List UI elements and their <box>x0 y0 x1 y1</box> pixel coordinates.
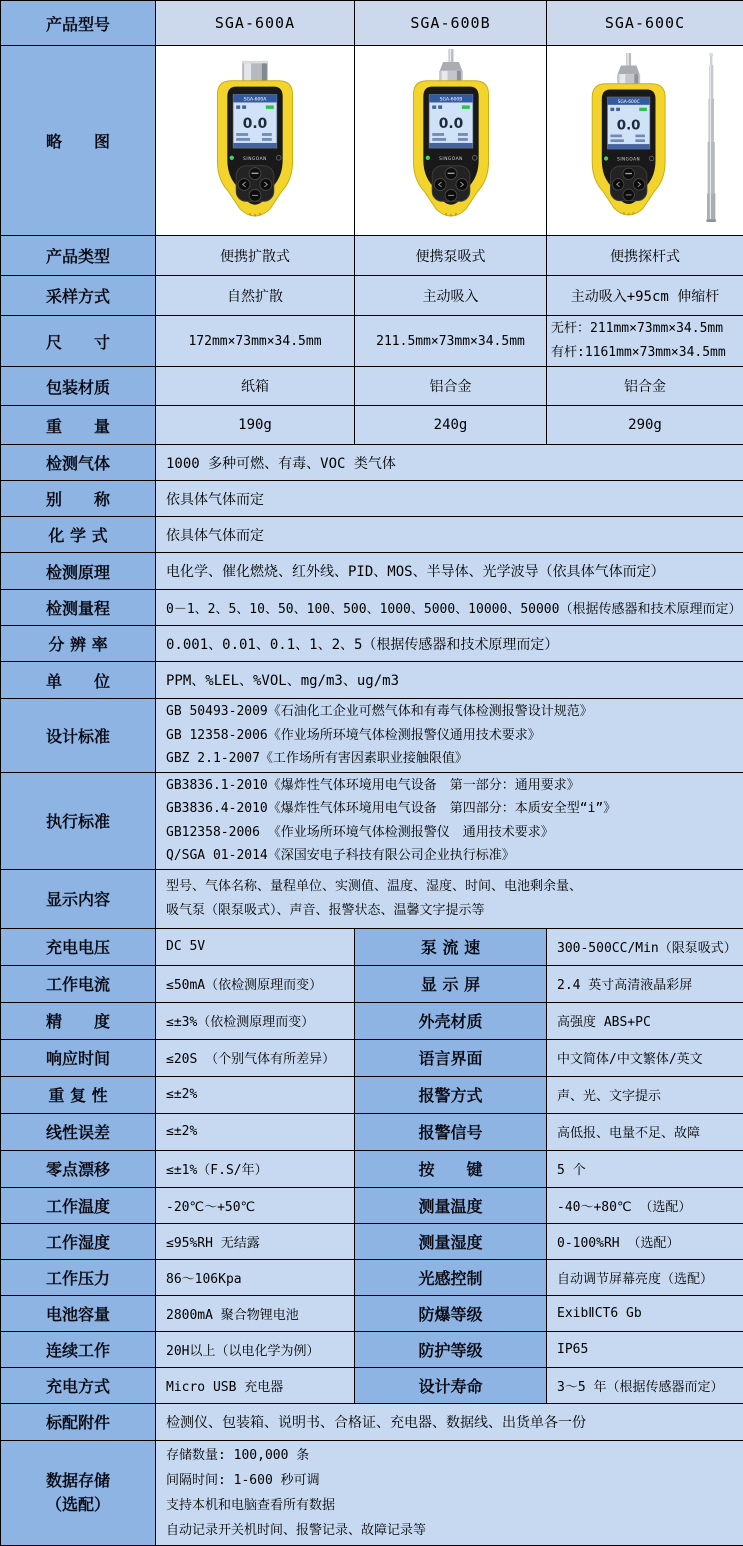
value-dimensions-c <box>547 316 743 367</box>
data-storage-label-line2: （选配） <box>1 1493 155 1517</box>
button-pad <box>432 165 470 201</box>
value-sampling-b: 主动吸入 <box>355 276 547 316</box>
value-working-temperature: -20℃～+50℃ <box>156 1187 355 1223</box>
product-model-label: 产品型号 <box>1 1 156 46</box>
label-detection-range: 检测量程 <box>1 590 156 626</box>
value-continuous-working: 20H以上（以电化学为例） <box>156 1331 355 1367</box>
label-weight: 重 量 <box>1 406 156 445</box>
label-alarm-signal: 报警信号 <box>355 1113 547 1150</box>
label-standard-accessories: 标配附件 <box>1 1403 156 1440</box>
table-row <box>1 590 743 626</box>
value-detected-gas: 1000 多种可燃、有毒、VOC 类气体 <box>156 445 743 481</box>
label-buttons: 按 键 <box>355 1150 547 1187</box>
value-design-standard <box>156 699 743 773</box>
table-row <box>1 1076 743 1113</box>
product-photo-sga-600c <box>547 46 743 236</box>
value-accuracy: ≤±3%（依检测原理而变） <box>156 1002 355 1039</box>
battery-icon <box>461 105 469 108</box>
button-pad <box>236 165 274 201</box>
label-measuring-humidity: 测量湿度 <box>355 1223 547 1259</box>
value-alias: 依具体气体而定 <box>156 481 743 517</box>
label-charging-voltage: 充电电压 <box>1 928 156 965</box>
telescopic-rod-icon <box>706 53 716 222</box>
display-content-line: 型号、气体名称、量程单位、实测值、温度、湿度、时间、电池剩余量、 <box>166 875 733 899</box>
table-row <box>1 1039 743 1076</box>
value-standard-accessories: 检测仪、包装箱、说明书、合格证、充电器、数据线、出货单各一份 <box>156 1403 743 1440</box>
device-screen <box>608 97 650 149</box>
sketch-row <box>1 46 743 236</box>
button-pad <box>610 166 646 201</box>
value-light-control: 自动调节屏幕亮度（选配） <box>547 1259 743 1295</box>
label-display-content: 显示内容 <box>1 869 156 928</box>
execution-standard-line: GB3836.1-2010《爆炸性气体环境用电气设备 第一部分：通用要求》 <box>166 774 733 798</box>
value-display-content <box>156 869 743 928</box>
status-led <box>230 155 234 159</box>
value-dimensions-a: 172mm×73mm×34.5mm <box>156 316 355 367</box>
value-charging-voltage: DC 5V <box>156 928 355 965</box>
label-charging-method: 充电方式 <box>1 1367 156 1403</box>
value-design-life: 3～5 年（根据传感器而定） <box>547 1367 743 1403</box>
value-detection-principle: 电化学、催化燃烧、红外线、PID、MOS、半导体、光学波导（依具体气体而定） <box>156 553 743 590</box>
value-working-humidity: ≤95%RH 无结露 <box>156 1223 355 1259</box>
table-row <box>1 553 743 590</box>
label-shell-material: 外壳材质 <box>355 1002 547 1039</box>
value-execution-standard <box>156 772 743 869</box>
table-row <box>1 1403 743 1440</box>
value-packaging-b: 铝合金 <box>355 367 547 406</box>
value-linearity-error: ≤±2% <box>156 1113 355 1150</box>
label-explosion-proof-grade: 防爆等级 <box>355 1295 547 1331</box>
label-light-control: 光感控制 <box>355 1259 547 1295</box>
value-battery-capacity: 2800mA 聚合物锂电池 <box>156 1295 355 1331</box>
value-alarm-signal: 高低报、电量不足、故障 <box>547 1113 743 1150</box>
value-buttons: 5 个 <box>547 1150 743 1187</box>
table-row <box>1 1440 743 1545</box>
label-repeatability: 重 复 性 <box>1 1076 156 1113</box>
value-packaging-c: 铝合金 <box>547 367 743 406</box>
label-response-time: 响应时间 <box>1 1039 156 1076</box>
table-row <box>1 869 743 928</box>
label-sampling-method: 采样方式 <box>1 276 156 316</box>
status-led <box>604 156 608 160</box>
label-data-storage <box>1 1440 156 1545</box>
value-response-time: ≤20S （个别气体有所差异） <box>156 1039 355 1076</box>
table-row <box>1 517 743 553</box>
execution-standard-line: GB12358-2006 《作业场所环境气体检测报警仪 通用技术要求》 <box>166 821 733 845</box>
svg-text:SGA-600A: SGA-600A <box>244 96 268 102</box>
dimensions-c-line2: 有杆:1161mm×73mm×34.5mm <box>551 341 739 365</box>
device-b-illustration <box>367 49 535 233</box>
label-battery-capacity: 电池容量 <box>1 1295 156 1331</box>
label-alarm-mode: 报警方式 <box>355 1076 547 1113</box>
pump-probe-icon <box>439 49 463 83</box>
design-standard-line: GB 12358-2006《作业场所环境气体检测报警仪通用技术要求》 <box>166 724 733 748</box>
pump-probe-icon <box>617 53 640 86</box>
svg-text:SINGOAN: SINGOAN <box>243 155 267 161</box>
table-row <box>1 965 743 1002</box>
label-unit: 单 位 <box>1 662 156 699</box>
value-alarm-mode: 声、光、文字提示 <box>547 1076 743 1113</box>
device-a-illustration <box>171 49 339 233</box>
label-design-life: 设计寿命 <box>355 1367 547 1403</box>
value-detection-range: 0－1、2、5、10、50、100、500、1000、5000、10000、50000（根据传感器和技术原理而定） <box>156 590 743 626</box>
header-row <box>1 1 743 46</box>
table-row <box>1 772 743 869</box>
value-explosion-proof-grade: ExibⅡCT6 Gb <box>547 1295 743 1331</box>
execution-standard-line: Q/SGA 01-2014《深国安电子科技有限公司企业执行标准》 <box>166 844 733 868</box>
label-detection-principle: 检测原理 <box>1 553 156 590</box>
label-pump-flow: 泵 流 速 <box>355 928 547 965</box>
svg-text:SINGOAN: SINGOAN <box>617 156 640 161</box>
product-photo-sga-600a <box>156 46 355 236</box>
label-linearity-error: 线性误差 <box>1 1113 156 1150</box>
value-pump-flow: 300-500CC/Min（限泵吸式） <box>547 928 743 965</box>
status-led <box>425 155 429 159</box>
value-packaging-a: 纸箱 <box>156 367 355 406</box>
table-row <box>1 1295 743 1331</box>
table-row <box>1 276 743 316</box>
value-zero-drift: ≤±1%（F.S/年） <box>156 1150 355 1187</box>
value-language-interface: 中文简体/中文繁体/英文 <box>547 1039 743 1076</box>
label-design-standard: 设计标准 <box>1 699 156 773</box>
table-row <box>1 367 743 406</box>
value-repeatability: ≤±2% <box>156 1076 355 1113</box>
sketch-label: 略 图 <box>1 46 156 236</box>
svg-text:0.0: 0.0 <box>438 116 463 132</box>
value-measuring-temperature: -40～+80℃ （选配） <box>547 1187 743 1223</box>
svg-text:SGA-600B: SGA-600B <box>439 96 462 102</box>
label-dimensions: 尺 寸 <box>1 316 156 367</box>
value-weight-b: 240g <box>355 406 547 445</box>
model-header-sga-600c: SGA-600C <box>547 1 743 46</box>
dimensions-c-line1: 无杆：211mm×73mm×34.5mm <box>551 317 739 341</box>
value-product-type-c: 便携探杆式 <box>547 236 743 276</box>
table-row <box>1 1223 743 1259</box>
design-standard-line: GB 50493-2009《石油化工企业可燃气体和有毒气体检测报警设计规范》 <box>166 700 733 724</box>
data-storage-line: 存储数量: 100,000 条 <box>166 1443 733 1468</box>
table-row <box>1 1259 743 1295</box>
svg-text:SGA-600C: SGA-600C <box>618 98 640 104</box>
table-row <box>1 1367 743 1403</box>
table-row <box>1 406 743 445</box>
value-working-current: ≤50mA（依检测原理而变） <box>156 965 355 1002</box>
data-storage-line: 间隔时间: 1-600 秒可调 <box>166 1468 733 1493</box>
product-photo-sga-600b <box>355 46 547 236</box>
table-row <box>1 445 743 481</box>
table-row <box>1 928 743 965</box>
svg-text:SINGOAN: SINGOAN <box>439 155 463 161</box>
battery-icon <box>639 107 647 110</box>
value-weight-a: 190g <box>156 406 355 445</box>
label-working-humidity: 工作湿度 <box>1 1223 156 1259</box>
label-chemical-formula: 化 学 式 <box>1 517 156 553</box>
value-display-screen: 2.4 英寸高清液晶彩屏 <box>547 965 743 1002</box>
device-screen <box>429 94 472 147</box>
model-header-sga-600b: SGA-600B <box>355 1 547 46</box>
label-detected-gas: 检测气体 <box>1 445 156 481</box>
label-resolution: 分 辨 率 <box>1 626 156 662</box>
data-storage-label-line1: 数据存储 <box>1 1469 155 1493</box>
data-storage-line: 支持本机和电脑查看所有数据 <box>166 1493 733 1518</box>
label-packaging-material: 包装材质 <box>1 367 156 406</box>
label-working-pressure: 工作压力 <box>1 1259 156 1295</box>
svg-text:0.0: 0.0 <box>243 116 268 132</box>
value-shell-material: 高强度 ABS+PC <box>547 1002 743 1039</box>
device-screen <box>233 94 276 147</box>
display-content-line: 吸气泵（限泵吸式）、声音、报警状态、温馨文字提示等 <box>166 899 733 923</box>
label-product-type: 产品类型 <box>1 236 156 276</box>
battery-icon <box>266 105 274 108</box>
label-working-current: 工作电流 <box>1 965 156 1002</box>
model-header-sga-600a: SGA-600A <box>156 1 355 46</box>
table-row <box>1 1113 743 1150</box>
table-row <box>1 662 743 699</box>
label-accuracy: 精 度 <box>1 1002 156 1039</box>
value-product-type-a: 便携扩散式 <box>156 236 355 276</box>
data-storage-line: 自动记录开关机时间、报警记录、故障记录等 <box>166 1518 733 1543</box>
value-sampling-c: 主动吸入+95cm 伸缩杆 <box>547 276 743 316</box>
sensor-cap-icon <box>242 60 268 82</box>
value-charging-method: Micro USB 充电器 <box>156 1367 355 1403</box>
table-row <box>1 481 743 517</box>
device-c-illustration <box>561 49 729 233</box>
label-protection-grade: 防护等级 <box>355 1331 547 1367</box>
label-measuring-temperature: 测量温度 <box>355 1187 547 1223</box>
table-row <box>1 236 743 276</box>
label-alias: 别 称 <box>1 481 156 517</box>
table-row <box>1 626 743 662</box>
table-row <box>1 1002 743 1039</box>
value-measuring-humidity: 0-100%RH （选配） <box>547 1223 743 1259</box>
value-sampling-a: 自然扩散 <box>156 276 355 316</box>
execution-standard-line: GB3836.4-2010《爆炸性气体环境用电气设备 第四部分：本质安全型“i”》 <box>166 797 733 821</box>
value-working-pressure: 86～106Kpa <box>156 1259 355 1295</box>
table-row <box>1 1150 743 1187</box>
value-unit: PPM、%LEL、%VOL、mg/m3、ug/m3 <box>156 662 743 699</box>
value-resolution: 0.001、0.01、0.1、1、2、5（根据传感器和技术原理而定） <box>156 626 743 662</box>
label-zero-drift: 零点漂移 <box>1 1150 156 1187</box>
design-standard-line: GBZ 2.1-2007《工作场所有害因素职业接触限值》 <box>166 747 733 771</box>
value-chemical-formula: 依具体气体而定 <box>156 517 743 553</box>
value-protection-grade: IP65 <box>547 1331 743 1367</box>
table-row <box>1 1187 743 1223</box>
table-row <box>1 699 743 773</box>
label-execution-standard: 执行标准 <box>1 772 156 869</box>
label-working-temperature: 工作温度 <box>1 1187 156 1223</box>
table-row <box>1 1331 743 1367</box>
label-display-screen: 显 示 屏 <box>355 965 547 1002</box>
label-continuous-working: 连续工作 <box>1 1331 156 1367</box>
label-language-interface: 语言界面 <box>355 1039 547 1076</box>
value-product-type-b: 便携泵吸式 <box>355 236 547 276</box>
svg-text:0.0: 0.0 <box>617 118 641 133</box>
value-weight-c: 290g <box>547 406 743 445</box>
table-row <box>1 316 743 367</box>
value-dimensions-b: 211.5mm×73mm×34.5mm <box>355 316 547 367</box>
value-data-storage <box>156 1440 743 1545</box>
